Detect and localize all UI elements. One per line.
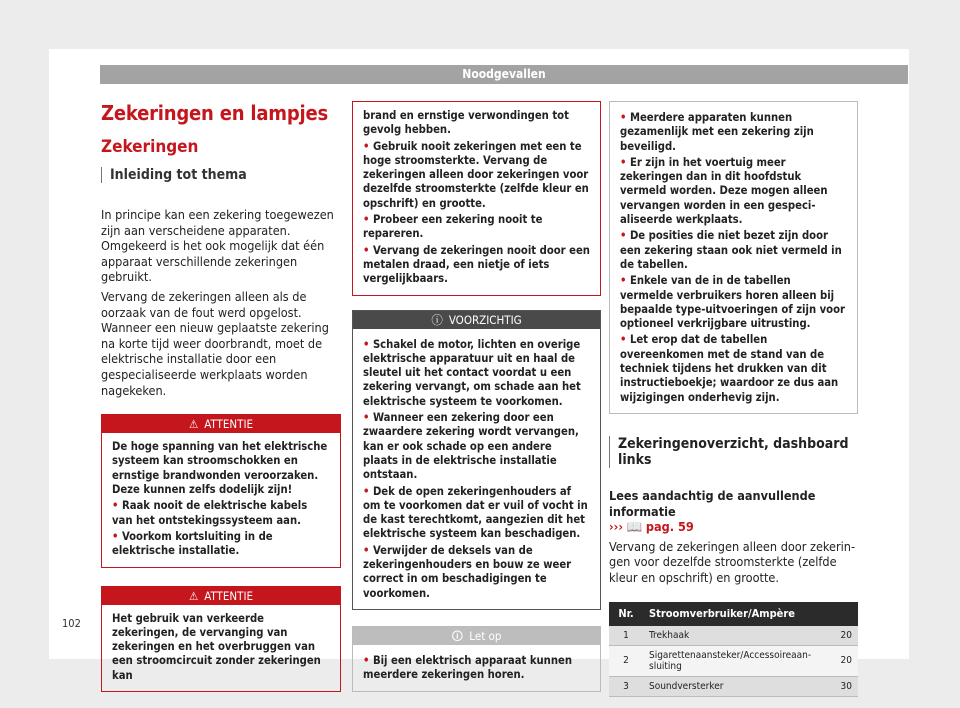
note-box xyxy=(352,626,601,692)
bullet-icon: • xyxy=(363,411,373,425)
attention-box-continued xyxy=(352,101,601,296)
attention-box-1 xyxy=(101,414,341,567)
table-row xyxy=(609,676,858,696)
bullet-icon: • xyxy=(620,274,630,288)
page-reference[interactable]: ››› 📖 pag. 59 xyxy=(609,519,694,535)
list-item: • Wanneer een zekering door een zwaardere zekering wordt vervangen, kan er ook schade op een andere plaats in de elektrische installatie ontstaan. xyxy=(363,411,579,482)
note-icon: 🛈 xyxy=(451,628,464,643)
list-item: • Let erop dat de tabellen overeenkomen met de stand van de techniek tijdens het drukken van dit instructieboekje; waardoor ze dus aan wijzigingen onderhevig zijn. xyxy=(620,333,839,404)
list-item: • Dek de open zekeringenhouders af om te voorkomen dat er vuil of vocht in de kast terechtkomt, aangezien dit het elektrische systeem kan beschadigen. xyxy=(363,484,588,541)
table-row xyxy=(609,645,858,676)
warning-icon: ⚠ xyxy=(188,417,199,432)
column-2 xyxy=(352,101,601,692)
bullet-icon: • xyxy=(363,543,373,557)
page xyxy=(49,49,909,692)
fuse-table xyxy=(609,602,858,697)
column-header xyxy=(818,602,858,626)
page-reference-link[interactable]: pag. 59 xyxy=(645,519,694,535)
table-cell: 1 xyxy=(609,626,643,646)
caution-label: VOORZICHTIG xyxy=(448,312,522,327)
list-item: • Verwijder de deksels van de zekeringenhouders en bouw ze weer correct in om beschadigingen te voorkomen. xyxy=(363,543,572,600)
section-heading: Zekeringenoverzicht, dashboard links xyxy=(609,436,858,468)
bullet-icon: • xyxy=(363,337,373,351)
topic-heading: Inleiding tot thema xyxy=(101,167,341,183)
table-row xyxy=(609,626,858,646)
bullet-icon: • xyxy=(363,653,373,667)
attention-text: Het gebruik van verkeerde zekeringen, de vervanging van zekeringen en het overbruggen van een stroomcircuit zonder zekeringen kan xyxy=(112,611,321,682)
column-1 xyxy=(101,101,341,692)
bullet-icon: • xyxy=(620,333,630,347)
bullet-icon: • xyxy=(363,139,373,153)
note-label: Let op xyxy=(469,628,502,643)
table-header-row xyxy=(609,602,858,626)
column-3 xyxy=(609,101,858,697)
list-item: • Er zijn in het voertuig meer zekeringen dan in dit hoofdstuk vermeld worden. Deze mogen alleen vervangen worden in een gespecialiseerde werkplaats. xyxy=(620,155,828,227)
warning-icon: ⚠ xyxy=(188,588,199,603)
column-header: Nr. xyxy=(609,602,643,626)
section-header: Noodgevallen xyxy=(100,65,908,84)
attention-text: brand en ernstige verwondingen tot gevolg hebben. xyxy=(363,109,569,137)
lead-text: Lees aandachtig de aanvullende informatie xyxy=(609,487,816,519)
table-cell: 30 xyxy=(818,676,858,696)
book-icon: 📖 xyxy=(626,519,643,535)
page-number: 102 xyxy=(62,617,81,630)
caution-box xyxy=(352,310,601,610)
replace-paragraph: Vervang de zekeringen alleen als de oorzaak van de fout werd opgelost. Wanneer een nieuw geplaatste zekering na korte tijd weer doorbrandt, moet de elektrische installatie door een gespecialiseerde werkplaats worden nagekeken. xyxy=(101,288,329,398)
list-item: • Probeer een zekering nooit te repareren. xyxy=(363,213,543,241)
attention-label: ATTENTIE xyxy=(204,417,254,432)
bullet-icon: • xyxy=(112,529,122,543)
list-item: • Bij een elektrisch apparaat kunnen meerdere zekeringen horen. xyxy=(363,653,573,682)
attention-text: De hoge spanning van het elektrische systeem kan stroomschokken en ernstige brandwonden veroorzaken. Deze kunnen zelfs dodelijk zijn! xyxy=(112,440,328,497)
bullet-icon: • xyxy=(363,484,373,498)
intro-paragraph: In principe kan een zekering toegewezen zijn aan verscheidene apparaten. Omgekeerd is het ook mogelijk dat één apparaat verschillende zekeringen gebruikt. xyxy=(101,207,334,285)
list-item: • Gebruik nooit zekeringen met een te hoge stroomsterkte. Vervang de zekeringen alleen door zekeringen voor dezelfde stroomsterkte (zelfde kleur en opschrift) en grootte. xyxy=(363,139,589,210)
list-item: • Raak nooit de elektrische kabels van het ontstekingssysteem aan. xyxy=(112,499,308,527)
attention-box-2 xyxy=(101,586,341,692)
bullet-icon: • xyxy=(363,243,373,257)
bullet-icon: • xyxy=(112,499,122,513)
list-item: • De posities die niet bezet zijn door een zekering staan ook niet vermeld in de tabellen. xyxy=(620,229,842,271)
list-item: • Enkele van de in de tabellen vermelde verbruikers horen alleen bij bepaalde type-uitvoeringen of zijn voor optioneel verkrijgbare uitrusting. xyxy=(620,274,845,331)
table-cell: 20 xyxy=(818,645,858,676)
page-subtitle: Zekeringen xyxy=(101,137,199,157)
bullet-icon: • xyxy=(620,155,630,169)
replace-paragraph: Vervang de zekeringen alleen door zekeringen voor dezelfde stroomsterkte (zelfde kleur en opschrift) en grootte. xyxy=(609,538,856,585)
table-cell: Trekhaak xyxy=(643,626,818,646)
bullet-icon: • xyxy=(620,229,630,243)
info-icon: ⓘ xyxy=(431,312,443,327)
table-cell: 2 xyxy=(609,645,643,676)
list-item: • Vervang de zekeringen nooit door een metalen draad, een nietje of iets vergelijkbaars. xyxy=(363,243,590,286)
table-cell: Sigarettenaansteker/Accessoireaansluiting xyxy=(643,645,818,676)
list-item: • Schakel de motor, lichten en overige elektrische apparatuur uit en haal de sleutel uit het contact voordat u een zekering vervangt, om schade aan het elektrische systeem te voorkomen. xyxy=(363,337,581,408)
list-item: • Meerdere apparaten kunnen gezamenlijk met een zekering zijn beveiligd. xyxy=(620,111,814,153)
bullet-icon: • xyxy=(363,213,373,227)
attention-label: ATTENTIE xyxy=(204,588,254,603)
page-title: Zekeringen en lampjes xyxy=(101,101,328,125)
table-cell: Soundversterker xyxy=(643,676,818,696)
note-box-continued xyxy=(609,101,858,414)
list-item: • Voorkom kortsluiting in de elektrische installatie. xyxy=(112,529,273,558)
table-cell: 20 xyxy=(818,626,858,646)
table-cell: 3 xyxy=(609,676,643,696)
column-header: Stroomverbruiker/Ampère xyxy=(643,602,818,626)
bullet-icon: • xyxy=(620,111,630,124)
